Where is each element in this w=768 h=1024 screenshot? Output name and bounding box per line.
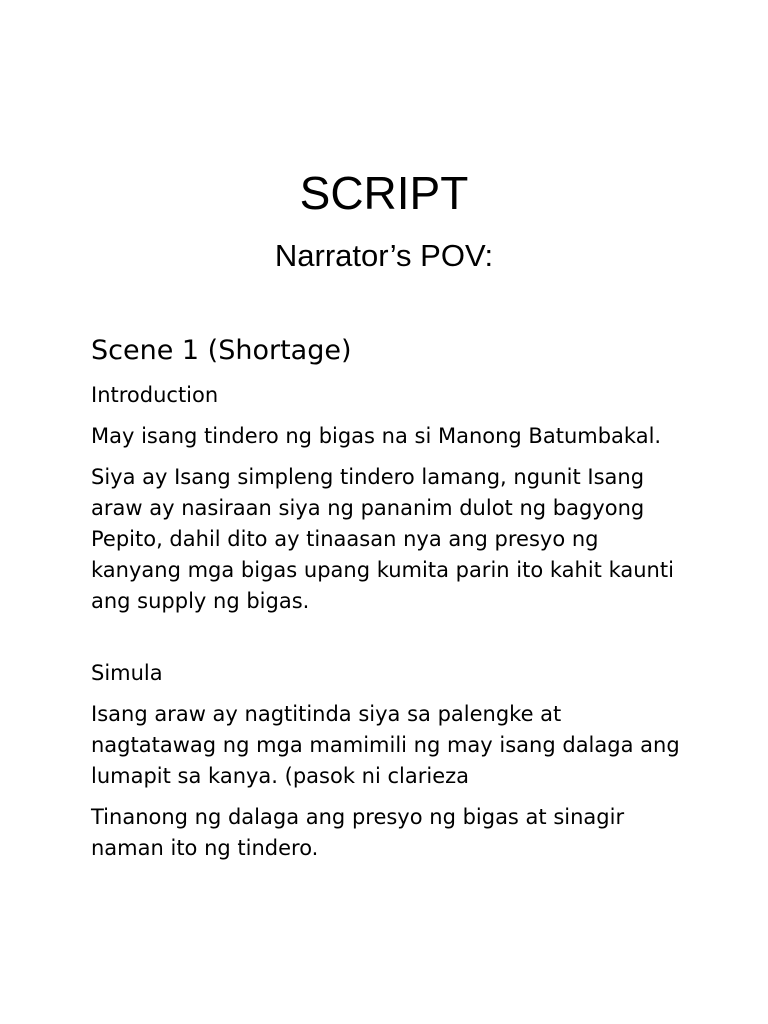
section-introduction — [91, 380, 691, 617]
page-title: SCRIPT — [299, 167, 469, 219]
script-body — [91, 334, 691, 874]
section-label: Introduction — [91, 383, 219, 407]
page-subtitle: Narrator’s POV: — [274, 238, 494, 273]
scene-heading: Scene 1 (Shortage) — [91, 335, 352, 366]
paragraph: May isang tindero ng bigas na si Manong Batumbakal. — [91, 424, 662, 448]
section-label: Simula — [91, 661, 163, 685]
section-simula — [91, 658, 691, 864]
paragraph: Isang araw ay nagtitinda siya sa palengke at nagtatawag ng mga mamimili ng may isang dalaga ang lumapit sa kanya. (pasok ni clarieza — [91, 702, 680, 788]
paragraph: Siya ay Isang simpleng tindero lamang, ngunit Isang araw ay nasiraan siya ng pananim dulot ng bagyong Pepito, dahil dito ay tinaasan nya ang presyo ng kanyang mga bigas upang kumita parin ito kahit kaunti ang supply ng bigas. — [91, 465, 674, 613]
paragraph: Tinanong ng dalaga ang presyo ng bigas at sinagir naman ito ng tindero. — [91, 805, 625, 860]
